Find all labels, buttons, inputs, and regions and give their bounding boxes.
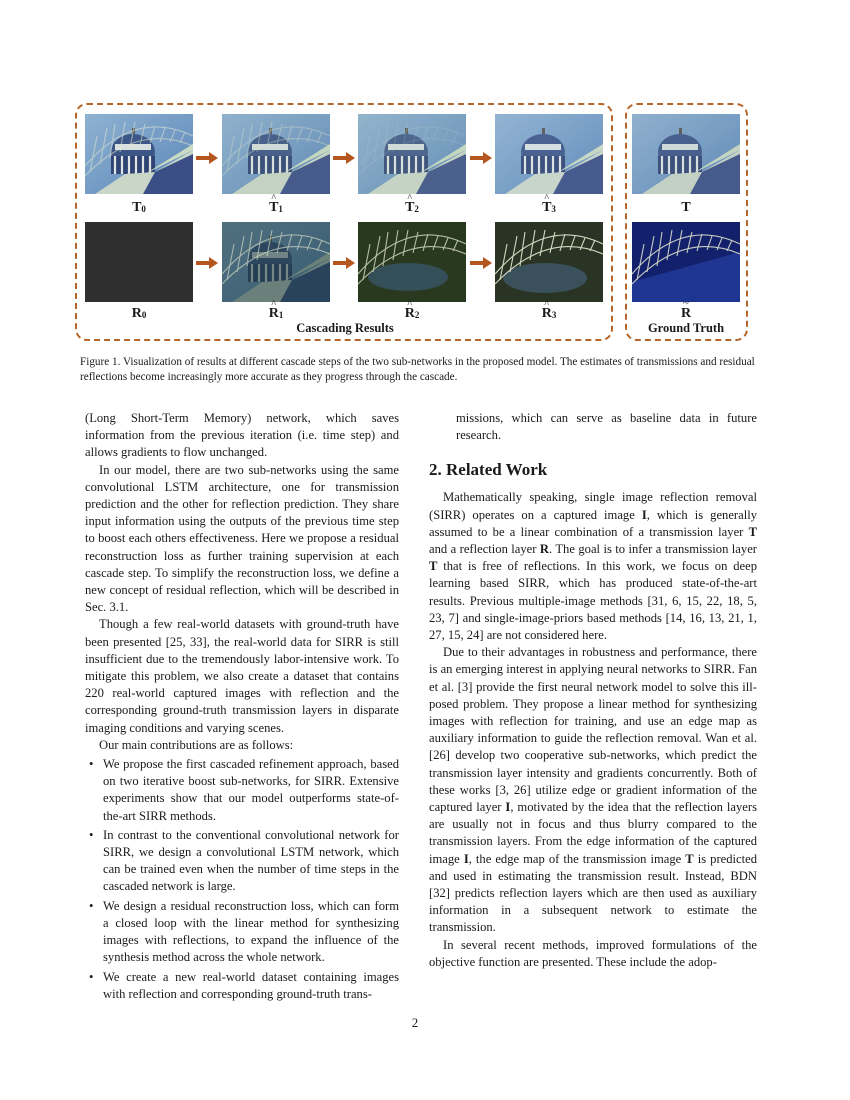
list-item: • We design a residual reconstruction loss, which can form a closed loop with the linear method for synthesizing images with reflections, to expand the influence of the synthesis method across the whole network. <box>103 898 399 967</box>
paragraph: (Long Short-Term Memory) network, which saves information from the previous iteration (i.e. time step) and allows gradients to flow unchanged. <box>85 411 399 460</box>
arrow-right-icon <box>470 257 492 269</box>
label-r3-hat: ^ $R_3$ <box>495 306 603 322</box>
r3-estimate-image <box>495 222 603 302</box>
label-r1-hat: ^ $R_1$ <box>222 306 330 322</box>
figure-caption: Figure 1. Visualization of results at different cascade steps of the two sub-networks in the proposed model. The estimates of transmissions and residual reflections become increasingly more accurate as they progress through the cascade. <box>80 356 755 383</box>
label-r2-hat: ^ $R_2$ <box>358 306 466 322</box>
ground-truth-title: Ground Truth <box>647 321 725 335</box>
label-t1-hat: ^ $T_1$ <box>222 200 330 216</box>
bullet-continuation: missions, which can serve as baseline data in future research. <box>456 411 757 443</box>
r0-image <box>85 222 193 302</box>
paragraph: In our model, there are two sub-networks using the same convolutional LSTM architecture, one for transmission prediction and the other for reflection prediction. They share input information using the outputs of the previous time step to boost each others effectiveness. Here we propose a residual reconstruction loss as further training supervision at each cascade step. To simplify the reconstruction loss, we define a new concept of residual reflection, which will be described in Sec. 3.1. <box>85 462 399 615</box>
t1-estimate-image <box>222 114 330 194</box>
arrow-right-icon <box>333 257 355 269</box>
label-t3-hat: ^ $T_3$ <box>495 200 603 216</box>
arrow-right-icon <box>196 152 218 164</box>
t3-estimate-image <box>495 114 603 194</box>
label-r0: $R_0$ <box>131 306 147 321</box>
list-item: • We create a new real-world dataset containing images with reflection and corresponding ground-truth trans- <box>103 969 399 1003</box>
t-ground-truth-image <box>632 114 740 194</box>
section-heading: 2. Related Work <box>429 460 548 480</box>
list-item: • We propose the first cascaded refinement approach, based on two iterative boost sub-networks, for SIRR. Extensive experiments show that our model outperforms state-of-the-art SIRR methods. <box>103 756 399 825</box>
right-column <box>429 410 757 971</box>
paragraph: In several recent methods, improved formulations of the objective function are presented. These include the adop- <box>429 937 757 969</box>
label-t: T <box>681 200 691 215</box>
list-item: • In contrast to the conventional convolutional network for SIRR, we design a convolutional LSTM network, which can be trained even when the number of time steps in the cascaded network is large. <box>103 827 399 896</box>
left-column <box>85 410 399 1003</box>
label-t2-hat: ^ $T_2$ <box>358 200 466 216</box>
contributions-list <box>85 756 399 1003</box>
t0-image <box>85 114 193 194</box>
label-r-tilde: ~ R <box>632 306 740 322</box>
page-number: 2 <box>411 1015 419 1030</box>
r-ground-truth-image <box>632 222 740 302</box>
paragraph: Due to their advantages in robustness and performance, there is an emerging interest in applying neural networks to SIRR. Fan et al. [3] provide the first neural network model to solve this ill-posed problem. They propose a linear method for synthesizing images with reflection for training, and use an edge map as auxiliary information to guide the reflection removal. Wan et al. [26] develop two cooperative sub-networks, which predict the transmission layer intensity and gradients concurrently. Both of these works [3, 26] utilize edge or gradient information of the captured layer I, motivated by the idea that the reflection layers are usually not in focus and thus blurry compared to the transmission layers. From the edge information of the captured image I, the edge map of the transmission image T is predicted and used in estimating the transmission result. Instead, BDN [32] predicts reflection layers which are then used as auxiliary information in a subsequent network to estimate the transmission. <box>429 645 758 935</box>
r2-estimate-image <box>358 222 466 302</box>
cascading-results-title: Cascading Results <box>296 321 394 335</box>
arrow-right-icon <box>333 152 355 164</box>
r1-estimate-image <box>222 222 330 302</box>
arrow-right-icon <box>196 257 218 269</box>
paragraph: Our main contributions are as follows: <box>99 737 294 752</box>
paragraph: Mathematically speaking, single image reflection removal (SIRR) operates on a captured image I, which is generally assumed to be a linear combination of a transmission layer T and a reflection layer R. The goal is to infer a transmission layer T that is free of reflections. In this work, we focus on deep learning based SIRR, which has produced state-of-the-art results. Previous multiple-image methods [31, 6, 15, 22, 18, 5, 23, 7] and single-image-priors based methods [14, 16, 13, 21, 1, 27, 15, 24] are not considered here. <box>429 490 757 643</box>
t2-estimate-image <box>358 114 466 194</box>
label-t0: $T_0$ <box>132 200 146 215</box>
paragraph: Though a few real-world datasets with ground-truth have been presented [25, 33], the real-world data for SIRR is still insufficient due to the tremendously labor-intensive work. To mitigate this problem, we also create a dataset that contains 220 real-world captured images with reflection and the corresponding ground-truth transmission layers in disparate imaging conditions and varying scenes. <box>85 617 399 735</box>
arrow-right-icon <box>470 152 492 164</box>
